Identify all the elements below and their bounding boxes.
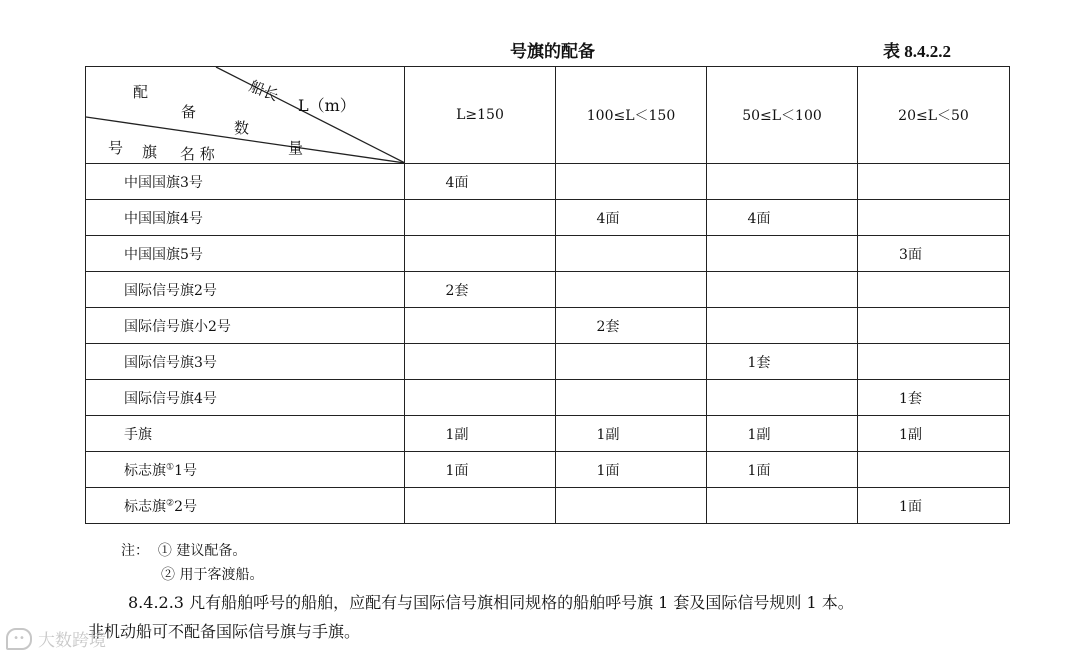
value-cell	[858, 452, 1010, 488]
value-cell	[707, 488, 858, 524]
table-row	[86, 416, 1010, 452]
value-cell: 1副	[858, 416, 1010, 452]
flag-name-cell	[86, 200, 405, 236]
table-caption-number: 表 8.4.2.2	[883, 42, 951, 61]
value-cell: 4面	[405, 164, 556, 200]
value-cell	[556, 236, 707, 272]
corner-label-shu: 数	[234, 119, 250, 137]
value-cell	[405, 236, 556, 272]
table-row	[86, 452, 1010, 488]
table-header-row	[86, 67, 1010, 164]
flag-name-suffix: 2号	[174, 498, 197, 515]
value-cell	[707, 308, 858, 344]
flag-name: 标志旗	[124, 462, 166, 479]
table-row	[86, 164, 1010, 200]
table-row	[86, 200, 1010, 236]
flag-name: 国际信号旗小2号	[124, 318, 231, 335]
corner-label-chuanchang: 船长	[246, 76, 282, 105]
footnote-marker: ①	[166, 461, 175, 472]
value-cell	[405, 344, 556, 380]
watermark-text: 大数跨境	[38, 631, 106, 651]
weibo-like-logo-icon: ••	[6, 628, 32, 650]
corner-label-mingcheng: 名 称	[180, 145, 215, 163]
flag-name: 中国国旗5号	[124, 246, 203, 263]
table-row	[86, 344, 1010, 380]
value-cell	[707, 164, 858, 200]
paragraph-line-2: 非机动船可不配备国际信号旗与手旗。	[88, 622, 361, 641]
value-cell	[556, 344, 707, 380]
flag-name-cell	[86, 344, 405, 380]
flag-name: 中国国旗3号	[124, 174, 203, 191]
flag-name: 手旗	[124, 426, 152, 443]
value-cell	[707, 272, 858, 308]
value-cell	[556, 272, 707, 308]
note-item: ② 用于客渡船。	[161, 567, 264, 583]
table-notes	[121, 539, 263, 587]
value-cell	[556, 488, 707, 524]
flag-name-cell	[86, 308, 405, 344]
diagonal-corner-header	[86, 67, 405, 164]
flag-name: 国际信号旗4号	[124, 390, 217, 407]
flag-name: 国际信号旗2号	[124, 282, 217, 299]
value-cell	[405, 308, 556, 344]
flag-name-cell	[86, 272, 405, 308]
corner-label-qi: 旗	[142, 143, 158, 161]
value-cell	[405, 200, 556, 236]
value-cell: 1套	[707, 344, 858, 380]
table-row	[86, 380, 1010, 416]
table-row	[86, 488, 1010, 524]
flag-name-cell	[86, 236, 405, 272]
value-cell	[858, 272, 1010, 308]
value-cell	[405, 380, 556, 416]
flag-name-cell	[86, 380, 405, 416]
flag-name-cell	[86, 452, 405, 488]
value-cell: 1副	[556, 416, 707, 452]
flag-name-cell	[86, 488, 405, 524]
flag-name-suffix: 1号	[174, 462, 197, 479]
flag-name: 中国国旗4号	[124, 210, 203, 227]
flag-name: 标志旗	[124, 498, 166, 515]
value-cell: 2套	[556, 308, 707, 344]
value-cell	[405, 488, 556, 524]
flag-name: 国际信号旗3号	[124, 354, 217, 371]
value-cell: 1副	[707, 416, 858, 452]
note-line-2	[121, 563, 263, 587]
column-header-l-150: L≥150	[405, 67, 556, 164]
column-header-20-50: 20≤L＜50	[858, 67, 1010, 164]
paragraph-line-1: 8.4.2.3 凡有船舶呼号的船舶，应配有与国际信号旗相同规格的船舶呼号旗 1 套及国际信号规则 1 本。	[128, 593, 854, 612]
column-header-50-100: 50≤L＜100	[707, 67, 858, 164]
body-paragraph	[88, 588, 1058, 646]
value-cell	[707, 380, 858, 416]
note-item: ① 建议配备。	[157, 543, 247, 559]
note-line-1	[121, 539, 263, 563]
value-cell: 3面	[858, 236, 1010, 272]
value-cell: 2套	[405, 272, 556, 308]
value-cell	[858, 308, 1010, 344]
value-cell: 4面	[707, 200, 858, 236]
notes-label: 注：	[121, 543, 149, 559]
value-cell	[707, 236, 858, 272]
footnote-marker: ②	[166, 497, 175, 508]
table-row	[86, 236, 1010, 272]
flag-allocation-table	[85, 66, 1010, 524]
value-cell	[556, 380, 707, 416]
table-row	[86, 272, 1010, 308]
value-cell	[556, 164, 707, 200]
column-header-100-150: 100≤L＜150	[556, 67, 707, 164]
flag-name-cell	[86, 416, 405, 452]
flag-name-cell	[86, 164, 405, 200]
value-cell: 1面	[556, 452, 707, 488]
value-cell: 4面	[556, 200, 707, 236]
value-cell	[858, 200, 1010, 236]
table-row	[86, 308, 1010, 344]
value-cell: 1面	[858, 488, 1010, 524]
watermark	[6, 626, 106, 651]
value-cell: 1面	[405, 452, 556, 488]
table-caption-title: 号旗的配备	[510, 42, 595, 62]
value-cell: 1套	[858, 380, 1010, 416]
corner-label-bei: 备	[181, 103, 197, 121]
value-cell	[858, 344, 1010, 380]
value-cell: 1副	[405, 416, 556, 452]
corner-label-length: L（m）	[298, 96, 356, 115]
value-cell: 1面	[707, 452, 858, 488]
value-cell	[858, 164, 1010, 200]
corner-label-hao: 号	[108, 139, 124, 157]
corner-label-liang: 量	[288, 139, 304, 157]
corner-label-pei: 配	[133, 83, 149, 101]
